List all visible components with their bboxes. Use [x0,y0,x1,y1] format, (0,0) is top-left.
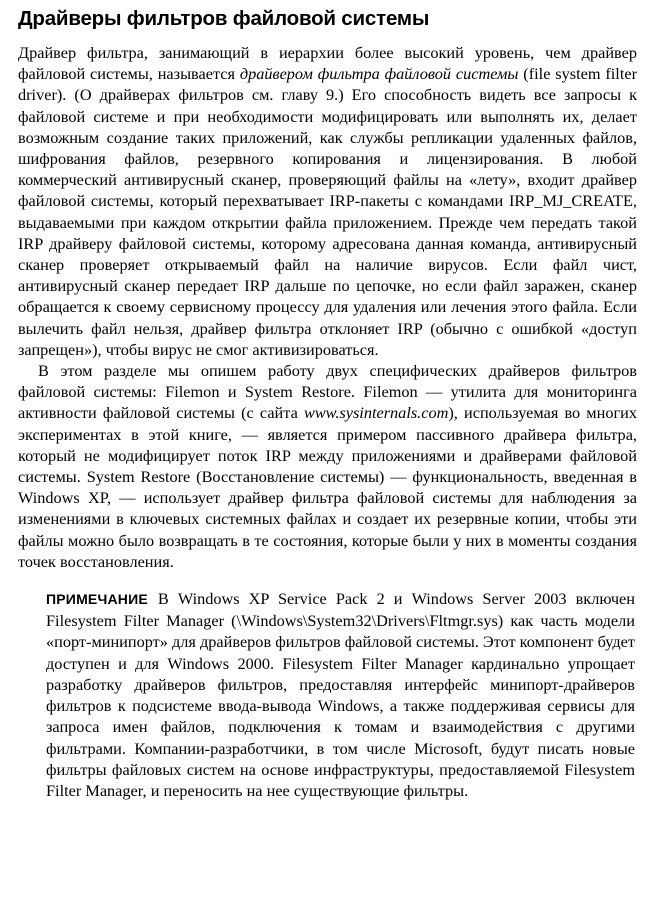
note-block [46,588,637,801]
note-label: ПРИМЕЧАНИЕ [46,591,148,608]
paragraph1-text-b: (file system filter driver). (О драйверах фильтров см. главу 9.) Его способность видеть все запросы к файловой системе и при необходимости модифицировать или выполнять их, делает возможным создание таких приложений, как службы репликации удаленных файлов, шифрования файлов, резервного копирования и лицензирования. В любой коммерческий антивирусный сканер, проверяющий файлы на «лету», входит драйвер файловой системы, который перехватывает IRP-пакеты с командами IRP_MJ_CREATE, выдаваемыми при каждом открытии файла приложением. Прежде чем передать такой IRP драйверу файловой системы, которому адресована данная команда, антивирусный сканер проверяет открываемый файл на наличие вирусов. Если файл чист, антивирусный сканер передает IRP дальше по цепочке, но если файл заражен, сканер обращается к своему сервисному процессу для удаления или лечения этого файла. Если вылечить файл нельзя, драйвер фильтра отклоняет IRP (обычно с ошибкой «доступ запрещен»), чтобы вирус не смог активизироваться. [18,64,638,359]
paragraph2-text-a: В этом разделе мы опишем работу двух специфических драйверов фильтров файловой системы: Filemon и System Restore. Filemon — утилита для мониторинга активности файловой системы (с сайта [18,361,637,423]
paragraph-filter-drivers [18,42,637,360]
note-text: В Windows XP Service Pack 2 и Windows Server 2003 включен Filesystem Filter Manager (\Windows\System32\Drivers\Fltmgr.sys) как часть модели «порт-минипорт» для драйверов фильтров файловой системы. Этот компонент будет доступен и для Windows 2000. Filesystem Filter Manager кардинально упрощает разработку драйверов фильтров, предоставляя интерфейс минипорт-драйверов фильтров к подсистеме ввода-вывода Windows, а также поддерживая сервисы для запроса имен файлов, подключения к томам и взаимодействия с другими фильтрами. Компании-разработчики, в том числе Microsoft, будут писать новые фильтры файловых систем на основе инфраструктуры, предоставляемой Filesystem Filter Manager, и переносить на нее существующие фильтры. [46,589,635,800]
paragraph2-text-b: ), используемая во многих экспериментах в этой книге, — является примером пассивного драйвера фильтра, который не модифицирует поток IRP между приложениями и драйверами файловой системы. System Restore (Восстановление системы) — функциональность, введенная в Windows XP, — использует драйвер фильтра файловой системы для наблюдения за изменениями в ключевых системных файлах и создает их резервные копии, чтобы эти файлы можно было возвращать в те состояния, которые были у них в моменты создания точек восстановления. [18,403,637,571]
section-heading: Драйверы фильтров файловой системы [18,7,430,30]
sysinternals-url: www.sysinternals.com [303,403,449,423]
term-file-system-filter-driver: драйвером фильтра файловой системы [239,64,519,84]
paragraph1-text-a: Драйвер фильтра, занимающий в иерархии более высокий уровень, чем драйвер файловой системы, называется [18,43,637,84]
paragraph-filemon-system-restore [18,360,637,572]
